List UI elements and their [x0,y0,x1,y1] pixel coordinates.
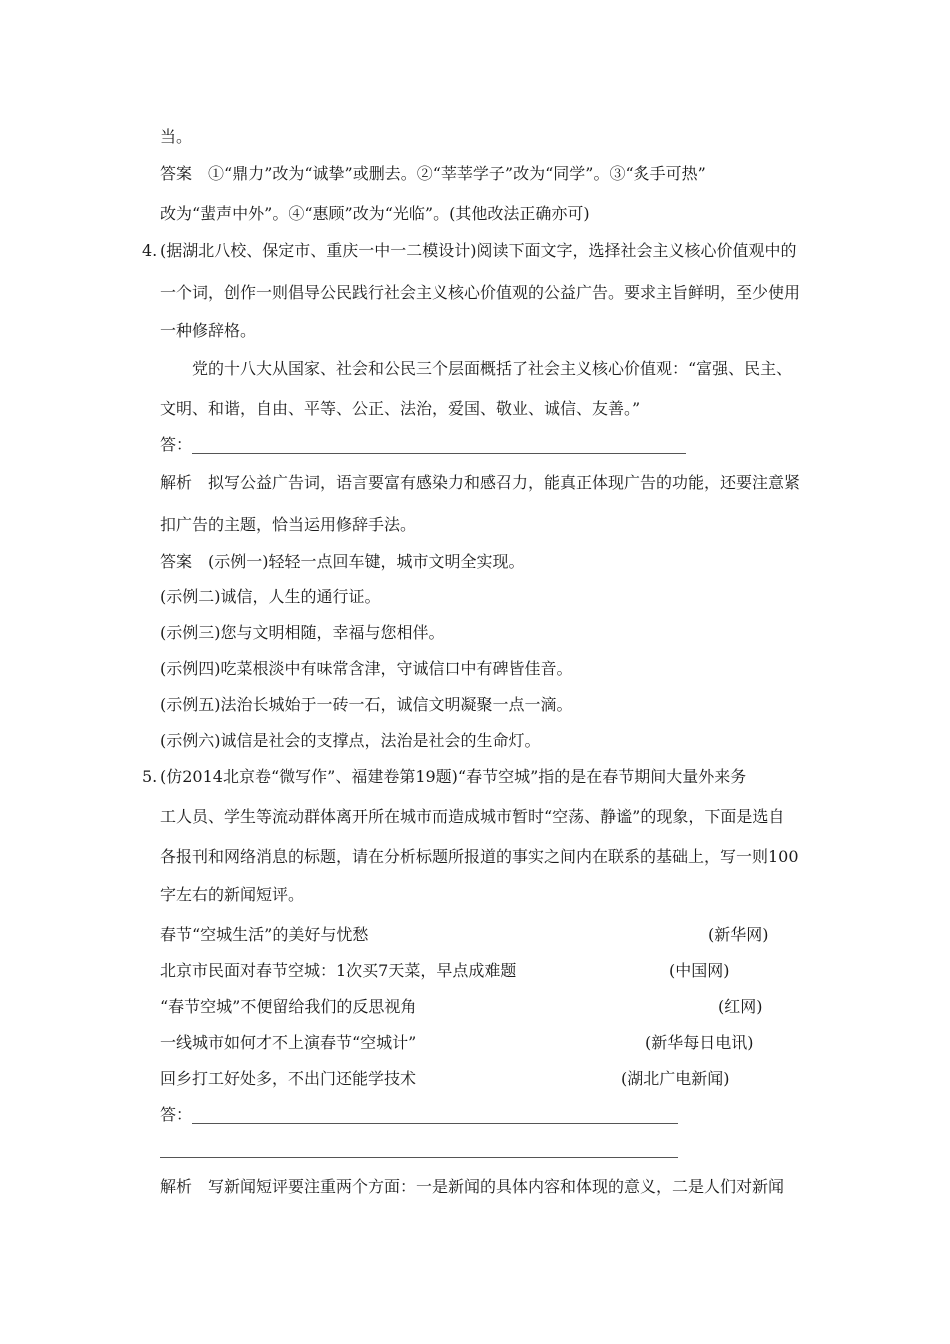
q4-passage-line2: 文明、和谐，自由、平等、公正、法治，爱国、敬业、诚信、友善。” [160,399,641,418]
q5-headline-3-source: (红网) [718,997,763,1016]
q5-headline-2-source: (中国网) [669,961,730,980]
q4-analysis-line2: 扣广告的主题，恰当运用修辞手法。 [160,515,417,534]
q4-example-3: (示例三)您与文明相随，幸福与您相伴。 [160,623,445,642]
q3-answer-line1 [160,163,706,185]
q5-headline-1-source: (新华网) [708,925,769,944]
q5-answer-blank-label: 答： [160,1105,193,1124]
q4-analysis-line1 [160,472,800,494]
q4-example-text: (示例一)轻轻一点回车键，城市文明全实现。 [208,552,525,571]
q4-example-2: (示例二)诚信，人生的通行证。 [160,587,381,606]
q4-analysis-text: 拟写公益广告词，语言要富有感染力和感召力，能真正体现广告的功能，还要注意紧 [208,473,801,492]
q4-prompt-line2: 一个词，创作一则倡导公民践行社会主义核心价值观的公益广告。要求主旨鲜明，至少使用 [160,283,801,302]
q4-prompt-line3: 一种修辞格。 [160,321,257,340]
q4-answer-example-1 [160,551,525,573]
q4-prompt-line1: (据湖北八校、保定市、重庆一中一二模设计)阅读下面文字，选择社会主义核心价值观中的 [160,241,797,260]
q5-prompt-line3: 各报刊和网络消息的标题，请在分析标题所报道的事实之间内在联系的基础上，写一则100 [160,847,799,866]
q5-answer-blank-line-1[interactable] [192,1123,678,1124]
q4-answer-blank-line[interactable] [192,453,686,454]
q5-headline-1-title: 春节“空城生活”的美好与忧愁 [160,925,369,944]
q5-analysis-line1 [160,1176,784,1198]
q5-headline-3-title: “春节空城”不便留给我们的反思视角 [160,997,417,1016]
q5-answer-blank-line-2[interactable] [160,1157,678,1158]
q4-example-5: (示例五)法治长城始于一砖一石，诚信文明凝聚一点一滴。 [160,695,573,714]
q5-prompt-line1: (仿2014北京卷“微写作”、福建卷第19题)“春节空城”指的是在春节期间大量外来务 [160,767,747,786]
q3-continuation: 当。 [160,127,193,146]
q4-passage-line1: 党的十八大从国家、社会和公民三个层面概括了社会主义核心价值观：“富强、民主、 [192,359,793,378]
q3-answer-text: ①“鼎力”改为“诚挚”或删去。②“莘莘学子”改为“同学”。③“炙手可热” [208,164,706,183]
q4-example-4: (示例四)吃菜根淡中有味常含津，守诚信口中有碑皆佳音。 [160,659,573,678]
q4-answer-blank-label: 答： [160,435,193,454]
q4-example-6: (示例六)诚信是社会的支撑点，法治是社会的生命灯。 [160,731,541,750]
q3-answer-label: 答案 [160,164,193,183]
q5-headline-4-title: 一线城市如何才不上演春节“空城计” [160,1033,417,1052]
q5-analysis-label: 解析 [160,1177,193,1196]
q5-headline-5-source: (湖北广电新闻) [621,1069,730,1088]
q4-number: 4. [142,241,158,260]
q5-number: 5. [142,767,158,786]
q5-headline-4-source: (新华每日电讯) [645,1033,754,1052]
q5-headline-5-title: 回乡打工好处多，不出门还能学技术 [160,1069,417,1088]
q5-prompt-line4: 字左右的新闻短评。 [160,885,305,904]
q5-analysis-text: 写新闻短评要注重两个方面：一是新闻的具体内容和体现的意义，二是人们对新闻 [208,1177,785,1196]
q5-headline-2-title: 北京市民面对春节空城：1次买7天菜，早点成难题 [160,961,517,980]
q3-answer-line2: 改为“蜚声中外”。④“惠顾”改为“光临”。(其他改法正确亦可) [160,204,590,223]
q4-answer-label: 答案 [160,552,193,571]
q5-prompt-line2: 工人员、学生等流动群体离开所在城市而造成城市暂时“空荡、静谧”的现象，下面是选自 [160,807,785,826]
q4-analysis-label: 解析 [160,473,193,492]
